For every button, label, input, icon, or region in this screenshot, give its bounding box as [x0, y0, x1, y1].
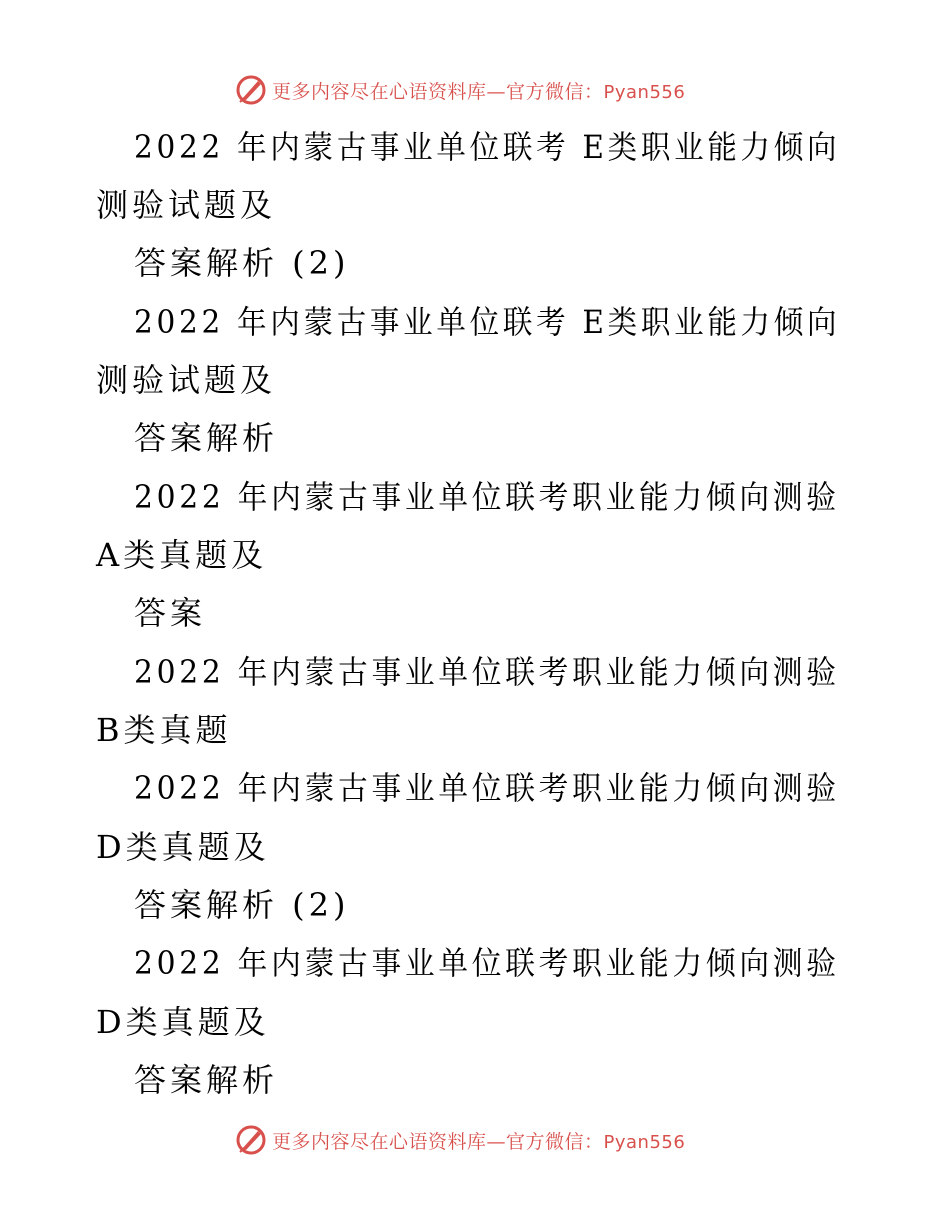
title-line: A类真题及 — [96, 536, 268, 574]
title-line: 答案解析 — [134, 1061, 279, 1099]
title-line: D类真题及 — [96, 1003, 270, 1041]
quill-logo-icon — [234, 1123, 268, 1157]
title-line: 2022 年内蒙古事业单位联考 E类职业能力倾向 — [134, 128, 841, 166]
title-line: D类真题及 — [96, 828, 270, 866]
title-line: 2022 年内蒙古事业单位联考职业能力倾向测验 — [134, 653, 840, 691]
title-line: 2022 年内蒙古事业单位联考职业能力倾向测验 — [134, 478, 840, 516]
title-line: 答案 — [134, 594, 207, 632]
title-line: 答案解析 (2) — [134, 244, 350, 282]
footer-banner — [0, 1120, 950, 1160]
title-line: 答案解析 — [134, 419, 279, 457]
wechat-id: Pyan556 — [603, 1131, 686, 1153]
title-line: 测验试题及 — [96, 361, 277, 399]
title-line: 2022 年内蒙古事业单位联考职业能力倾向测验 — [134, 944, 840, 982]
title-line: 2022 年内蒙古事业单位联考职业能力倾向测验 — [134, 769, 840, 807]
title-line: 测验试题及 — [96, 186, 277, 224]
title-line: 答案解析 (2) — [134, 886, 350, 924]
banner-text: 更多内容尽在心语资料库—官方微信：Pyan556 — [272, 1130, 686, 1153]
title-line: B类真题 — [96, 711, 232, 749]
wechat-id: Pyan556 — [603, 81, 686, 103]
banner-text: 更多内容尽在心语资料库—官方微信：Pyan556 — [272, 80, 686, 103]
title-line: 2022 年内蒙古事业单位联考 E类职业能力倾向 — [134, 303, 841, 341]
